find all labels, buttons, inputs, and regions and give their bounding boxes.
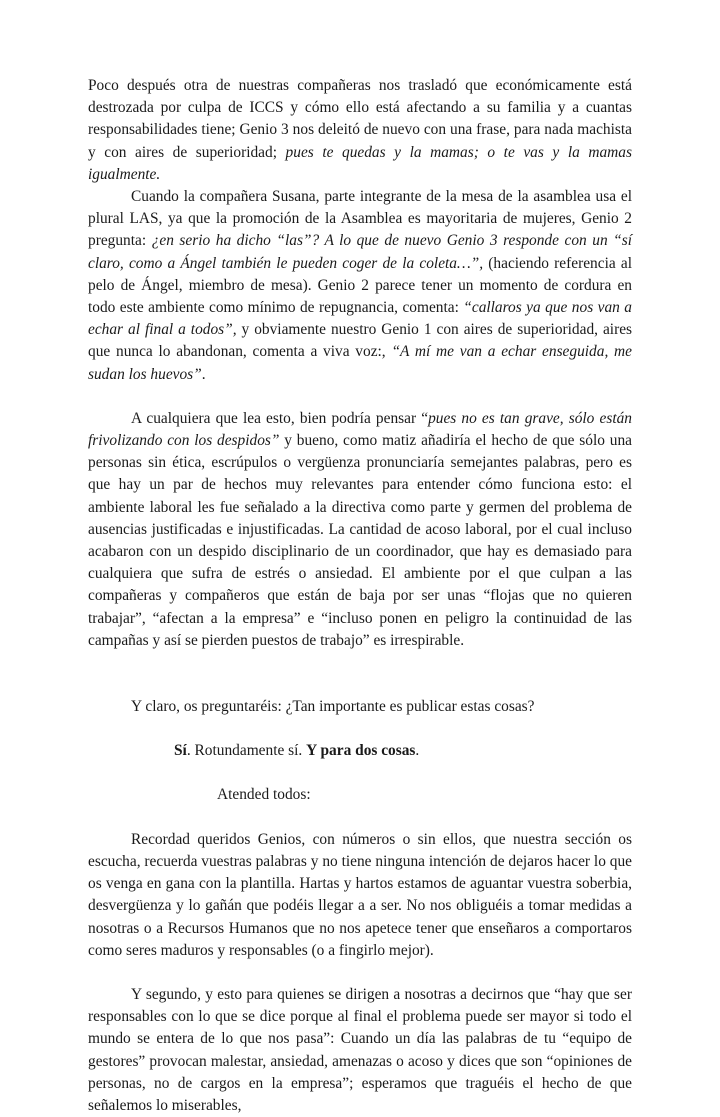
answer-bold-two-things: Y para dos cosas xyxy=(306,742,416,760)
paragraph-susana-quote-2: “callaros ya que nos van a echar al final a todos”, xyxy=(88,299,632,339)
paragraph-susana-quote-3: “A mí me van a echar enseguida, me sudan los huevos” xyxy=(88,343,633,383)
atended-line: Atended todos: xyxy=(217,786,311,804)
paragraph-icss-quote: pues te quedas y la mamas; o te vas y la mamas igualmente. xyxy=(88,143,632,183)
paragraph-susana-text-4: . xyxy=(201,365,206,383)
paragraph-susana-text-1: Cuando la compañera Susana, parte integrante de la mesa de la asamblea usa el plural LAS, ya que la promoción de la Asamblea es mayoritaria de mujeres, Genio 2 pregunta: xyxy=(88,188,632,250)
paragraph-second-point: Y segundo, y esto para quienes se dirigen a nosotras a decirnos que “hay que ser responsables con lo que se dice porque al final el problema puede ser mayor si todo el mundo se entera de lo que nos pasa”: Cuando un día las palabras de tu “equipo de gestores” provocan malestar, ansiedad, amenazas o acoso y dices que son “opiniones de personas, no de cargos en la empresa”; esperamos que traguéis el hecho de que señalemos lo miserables, xyxy=(88,985,632,1114)
paragraph-reflection-text-2: y bueno, como matiz añadiría el hecho de que sólo una personas sin ética, escrúpulos o vergüenza pronunciaría semejantes palabras, pero es que hay un par de hechos muy relevantes para entender cómo funciona esto: el ambiente laboral les fue señalado a la directiva como parte y germen del problema de ausencias justificadas e injustificadas. La cantidad de acoso laboral, por el cual incluso acabaron con un despido disciplinario de un coordinador, que hay es demasiado para cualquiera que sufra de estrés o ansiedad. El ambiente por el que culpan a las compañeras y compañeros que están de baja por ser unas “flojas que no quieren trabajar”, “afectan a la empresa” e “incluso ponen en peligro la continuidad de las campañas y así se pierden puestos de trabajo” es irrespirable. xyxy=(88,432,632,649)
paragraph-first-point: Recordad queridos Genios, con números o sin ellos, que nuestra sección os escucha, recuerda vuestras palabras y no tiene ninguna intención de dejaros hacer lo que os venga en gana con la plantilla. Hartas y hartos estamos de aguantar vuestra soberbia, desvergüenza y lo gañán que podéis llegar a a ser. No nos obliguéis a tomar medidas a nosotras o a Recursos Humanos que no nos apetece tener que enseñaros a comportaros como seres maduros y responsables (o a fingirlo mejor). xyxy=(88,830,632,959)
question-line: Y claro, os preguntaréis: ¿Tan importante es publicar estas cosas? xyxy=(131,698,535,716)
paragraph-reflection xyxy=(88,408,632,652)
paragraph-susana-text-3: y obviamente nuestro Genio 1 con aires de superioridad, aires que nunca lo abandonan, comenta a viva voz:, xyxy=(88,321,633,361)
answer-bold-si: Sí xyxy=(174,742,187,760)
paragraph-reflection-text-1: A cualquiera que lea esto, bien podría pensar “ xyxy=(131,409,429,427)
paragraph-susana-text-2: (haciendo referencia al pelo de Ángel, miembro de mesa). Genio 2 parece tener un momento de cordura en todo este ambiente como mínimo de repugnancia, comenta: xyxy=(88,254,632,317)
document-page xyxy=(88,75,632,1117)
paragraph-reflection-quote: pues no es tan grave, sólo están frivolizando con los despidos” xyxy=(88,409,632,450)
answer-text-1: . Rotundamente sí. xyxy=(186,742,307,760)
paragraph-icss xyxy=(88,75,632,186)
paragraph-icss-text: Poco después otra de nuestras compañeras nos trasladó que económicamente está destrozada por culpa de ICCS y cómo ello está afectando a su familia y a cuantas responsabilidades tiene; Genio 3 nos deleitó de nuevo con una frase, para nada machista y con aires de superioridad; xyxy=(88,77,632,161)
answer-line xyxy=(88,740,632,762)
paragraph-susana xyxy=(88,186,632,386)
paragraph-susana-quote-1: ¿en serio ha dicho “las”? A lo que de nuevo Genio 3 responde con un “sí claro, como a Ángel también le pueden coger de la coleta…”, xyxy=(88,232,632,272)
answer-text-2: . xyxy=(415,742,420,760)
